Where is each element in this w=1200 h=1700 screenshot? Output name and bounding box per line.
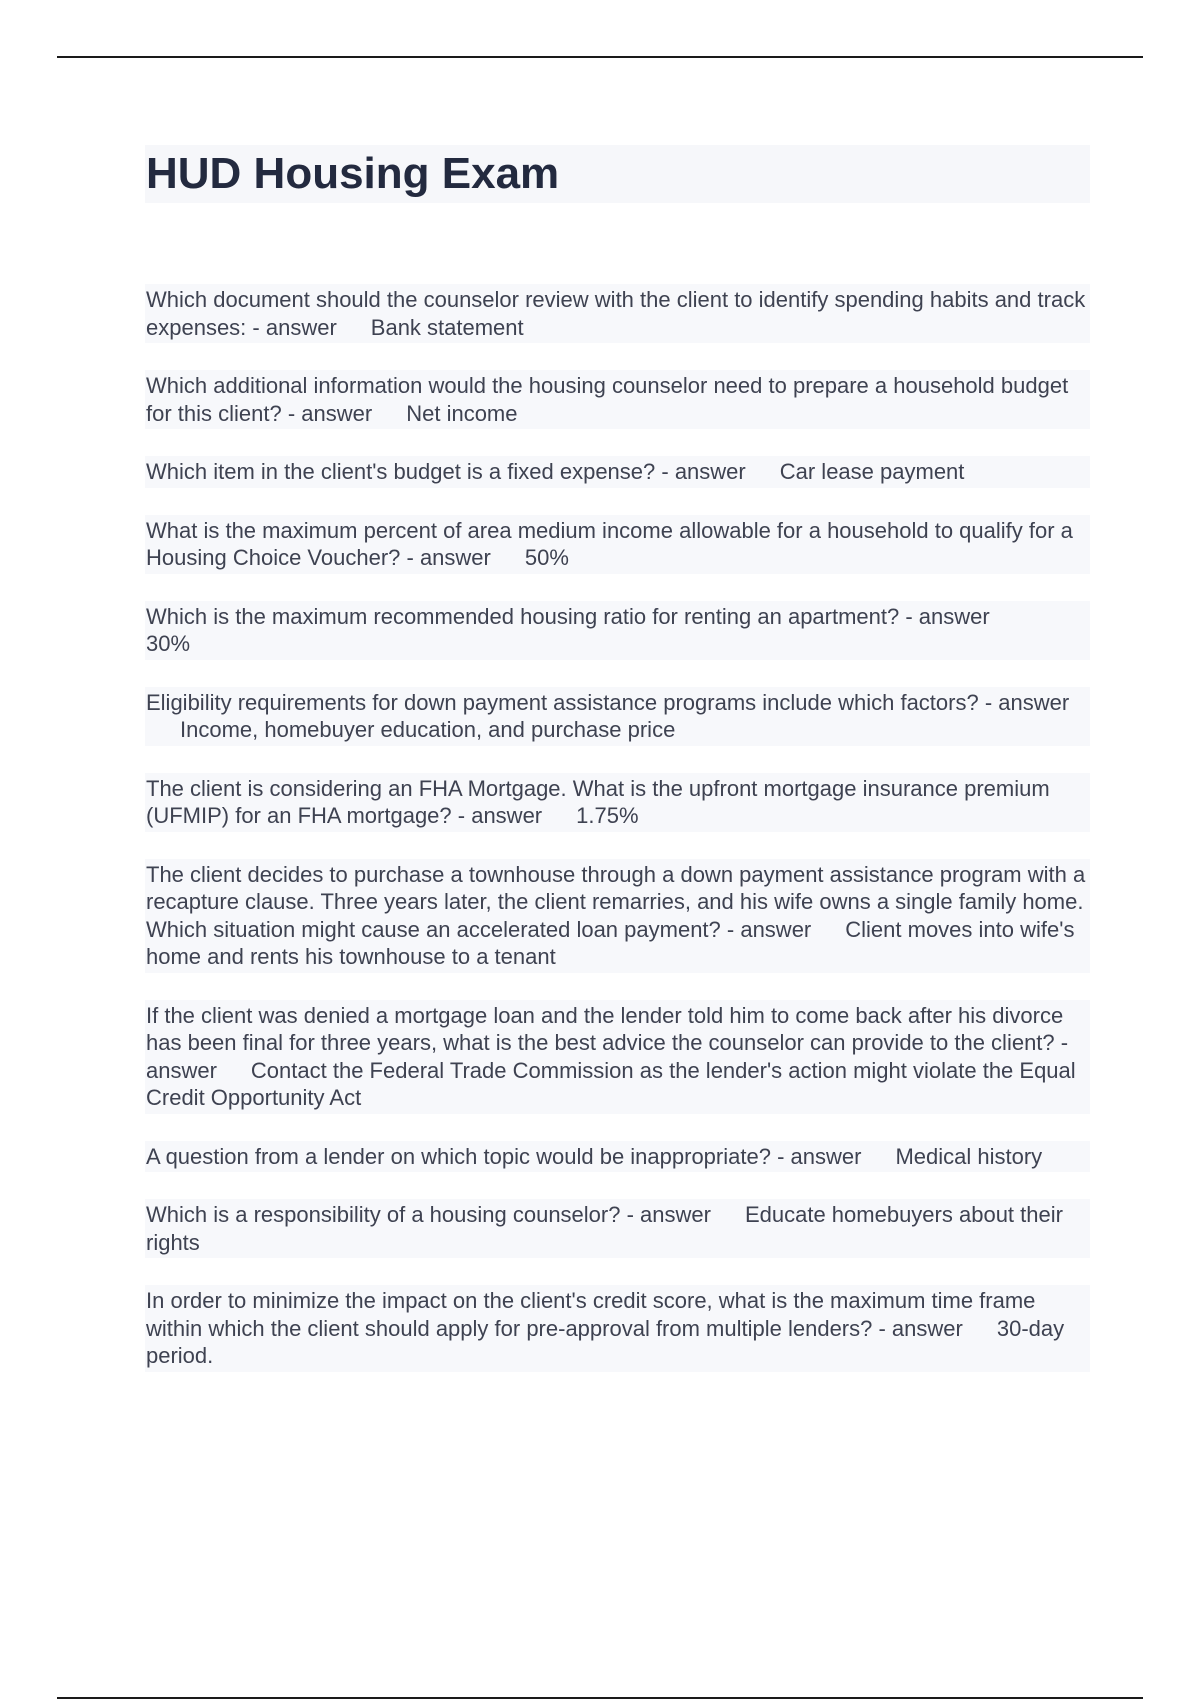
answer-text: Medical history	[895, 1143, 1043, 1169]
qa-item	[145, 456, 1090, 488]
answer-text: Income, homebuyer education, and purchase price	[180, 717, 676, 742]
question-text: Which item in the client's budget is a fixed expense?	[146, 459, 656, 484]
qa-item	[145, 1000, 1090, 1114]
qa-item	[145, 859, 1090, 973]
answer-text: 1.75%	[576, 803, 639, 828]
page-title: HUD Housing Exam	[146, 149, 560, 198]
question-text: Which additional information would the housing counselor need to prepare a household budget for this client?	[146, 373, 1069, 426]
answer-label: - answer	[400, 545, 491, 570]
question-text: What is the maximum percent of area medium income allowable for a household to qualify for a Housing Choice Voucher?	[146, 517, 1073, 570]
qa-item	[145, 284, 1090, 343]
question-text: The client decides to purchase a townhouse through a down payment assistance program with a recapture clause. Three years later, the client remarries, and his wife owns a single family home. Which situation might cause an accelerated loan payment?	[146, 861, 1086, 942]
header-rule	[57, 56, 1143, 58]
answer-label: - answer	[655, 459, 746, 484]
question-text: In order to minimize the impact on the client's credit score, what is the maximum time frame within which the client should apply for pre-approval from multiple lenders?	[146, 1288, 1036, 1341]
question-text: A question from a lender on which topic would be inappropriate?	[146, 1143, 771, 1169]
footer-rule	[57, 1697, 1143, 1699]
qa-item	[145, 1199, 1090, 1258]
question-text: If the client was denied a mortgage loan and the lender told him to come back after his divorce has been final for three years, what is the best advice the counselor can provide to the client?	[146, 1002, 1064, 1055]
qa-item	[145, 515, 1090, 574]
answer-text: Contact the Federal Trade Commission as the lender's action might violate the Equal Credit Opportunity Act	[146, 1057, 1076, 1110]
qa-list	[145, 284, 1090, 1399]
answer-text: Client moves into wife's home and rents his townhouse to a tenant	[146, 916, 1075, 969]
answer-label: - answer	[872, 1315, 963, 1341]
answer-label: - answer	[899, 603, 990, 629]
answer-text: 50%	[524, 545, 569, 570]
qa-item	[145, 687, 1090, 746]
answer-text: 30%	[146, 631, 191, 656]
question-text: Which is the maximum recommended housing ratio for renting an apartment?	[146, 603, 900, 629]
qa-item	[145, 370, 1090, 429]
question-text: Which is a responsibility of a housing counselor?	[146, 1202, 621, 1227]
answer-label: - answer	[720, 916, 812, 942]
answer-label: - answer	[978, 689, 1070, 715]
answer-text: Bank statement	[370, 314, 524, 340]
qa-item	[145, 1285, 1090, 1372]
answer-text: Net income	[406, 400, 518, 426]
answer-label: - answer	[246, 314, 337, 340]
qa-item	[145, 773, 1090, 832]
answer-label: - answer	[146, 1030, 1069, 1083]
answer-label: - answer	[770, 1143, 862, 1169]
answer-text: 30-day period.	[146, 1315, 1065, 1368]
qa-item	[145, 601, 1090, 660]
answer-label: - answer	[451, 803, 543, 828]
answer-label: - answer	[281, 400, 373, 426]
qa-item	[145, 1141, 1090, 1173]
answer-text: Educate homebuyers about their rights	[146, 1202, 1063, 1255]
answer-text: Car lease payment	[779, 459, 965, 484]
answer-label: - answer	[620, 1202, 711, 1227]
question-text: Eligibility requirements for down payment assistance programs include which factors?	[146, 689, 979, 715]
question-text: The client is considering an FHA Mortgage. What is the upfront mortgage insurance premium (UFMIP) for an FHA mortgage?	[146, 775, 1050, 828]
question-text: Which document should the counselor review with the client to identify spending habits and track expenses:	[146, 287, 1086, 340]
